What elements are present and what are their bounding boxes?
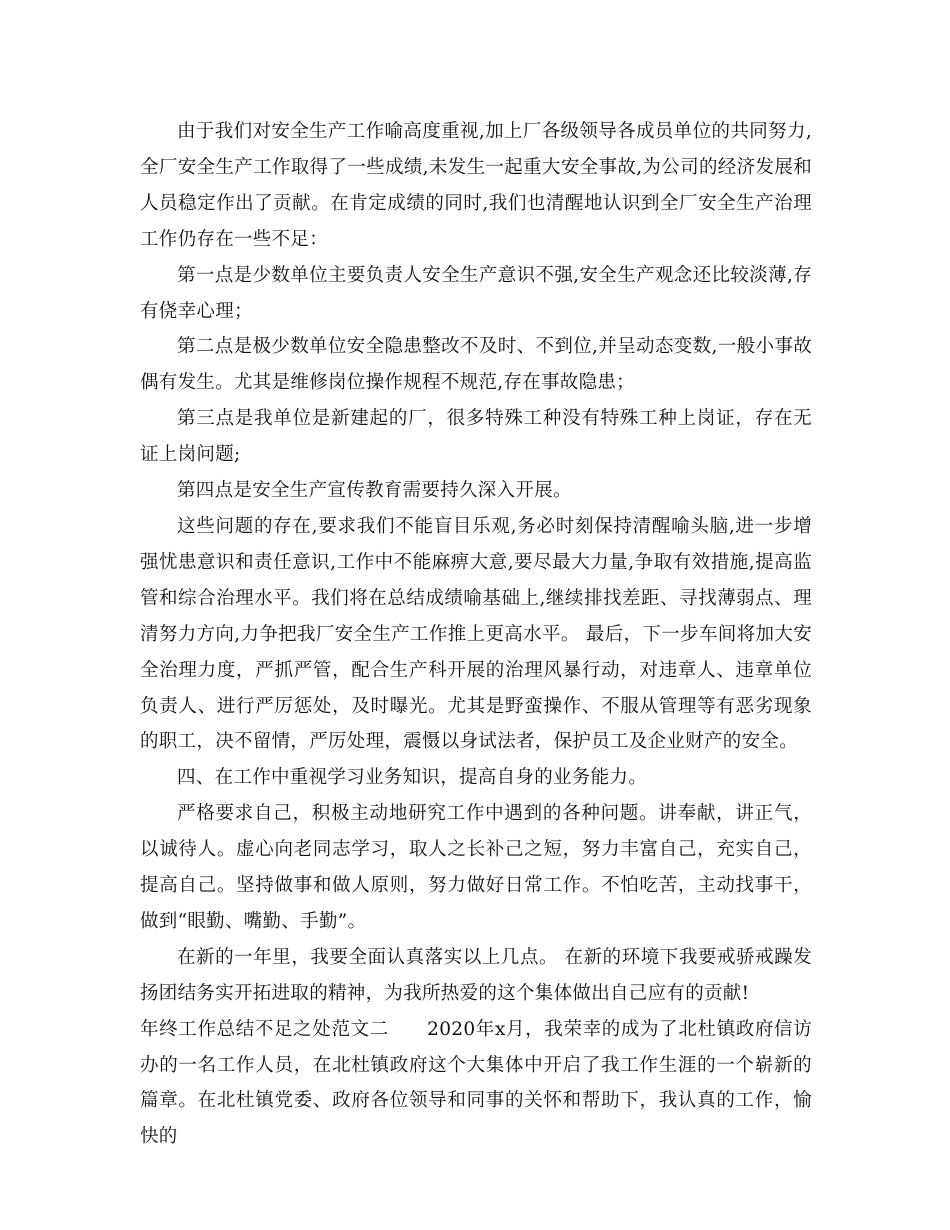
paragraph-point-two: 第二点是极少数单位安全隐患整改不及时、不到位,并呈动态变数,一般小事故偶有发生。尤其是维修岗位操作规程不规范,存在事故隐患； — [140, 336, 812, 394]
paragraph-point-four: 第四点是安全生产宣传教育需要持久深入开展。 — [177, 480, 572, 502]
paragraph-new-year: 在新的一年里，我要全面认真落实以上几点。 在新的环境下我要戒骄戒躁发扬团结务实开拓进取的精神，为我所热爱的这个集体做出自己应有的贡献! — [140, 946, 812, 1004]
paragraph-sample-two: 年终工作总结不足之处范文二 2020年x月，我荣幸的成为了北杜镇政府信访办的一名工作人员，在北杜镇政府这个大集体中开启了我工作生涯的一个崭新的篇章。在北杜镇党委、政府各位领导和同事的关怀和帮助下，我认真的工作，愉快的 — [140, 1018, 812, 1148]
document-body — [140, 114, 812, 1155]
paragraph-point-one: 第一点是少数单位主要负责人安全生产意识不强,安全生产观念还比较淡薄,存有侥幸心理； — [140, 264, 812, 322]
paragraph-section-four-heading: 四、在工作中重视学习业务知识，提高自身的业务能力。 — [177, 767, 648, 789]
paragraph-safety-summary: 由于我们对安全生产工作喻高度重视,加上厂各级领导各成员单位的共同努力,全厂安全生产工作取得了一些成绩,未发生一起重大安全事故,为公司的经济发展和人员稳定作出了贡献。在肯定成绩的同时,我们也清醒地认识到全厂安全生产治理工作仍存在一些不足： — [140, 121, 812, 250]
paragraph-problems: 这些问题的存在,要求我们不能盲目乐观,务必时刻保持清醒喻头脑,进一步增强忧患意识和责任意识,工作中不能麻痹大意,要尽最大力量,争取有效措施,提高监管和综合治理水平。我们将在总结成绩喻基础上,继续排找差距、寻找薄弱点、理清努力方向,力争把我厂安全生产工作推上更高水平。 最后，下一步车间将加大安全治理力度，严抓严管，配合生产科开展的治理风暴行动，对违章人、违章单位负责人、进行严厉惩处，及时曝光。尤其是野蛮操作、不服从管理等有恶劣现象的职工，决不留情，严厉处理，震慑以身试法者，保护员工及企业财产的安全。 — [140, 515, 812, 753]
paragraph-point-three: 第三点是我单位是新建起的厂，很多特殊工种没有特殊工种上岗证，存在无证上岗问题; — [140, 408, 812, 466]
paragraph-self-requirements: 严格要求自己，积极主动地研究工作中遇到的各种问题。讲奉献，讲正气，以诚待人。虚心向老同志学习，取人之长补己之短，努力丰富自己，充实自己，提高自己。坚持做事和做人原则，努力做好日常工作。不怕吃苦，主动找事干，做到“眼勤、嘴勤、手勤”。 — [140, 803, 812, 932]
